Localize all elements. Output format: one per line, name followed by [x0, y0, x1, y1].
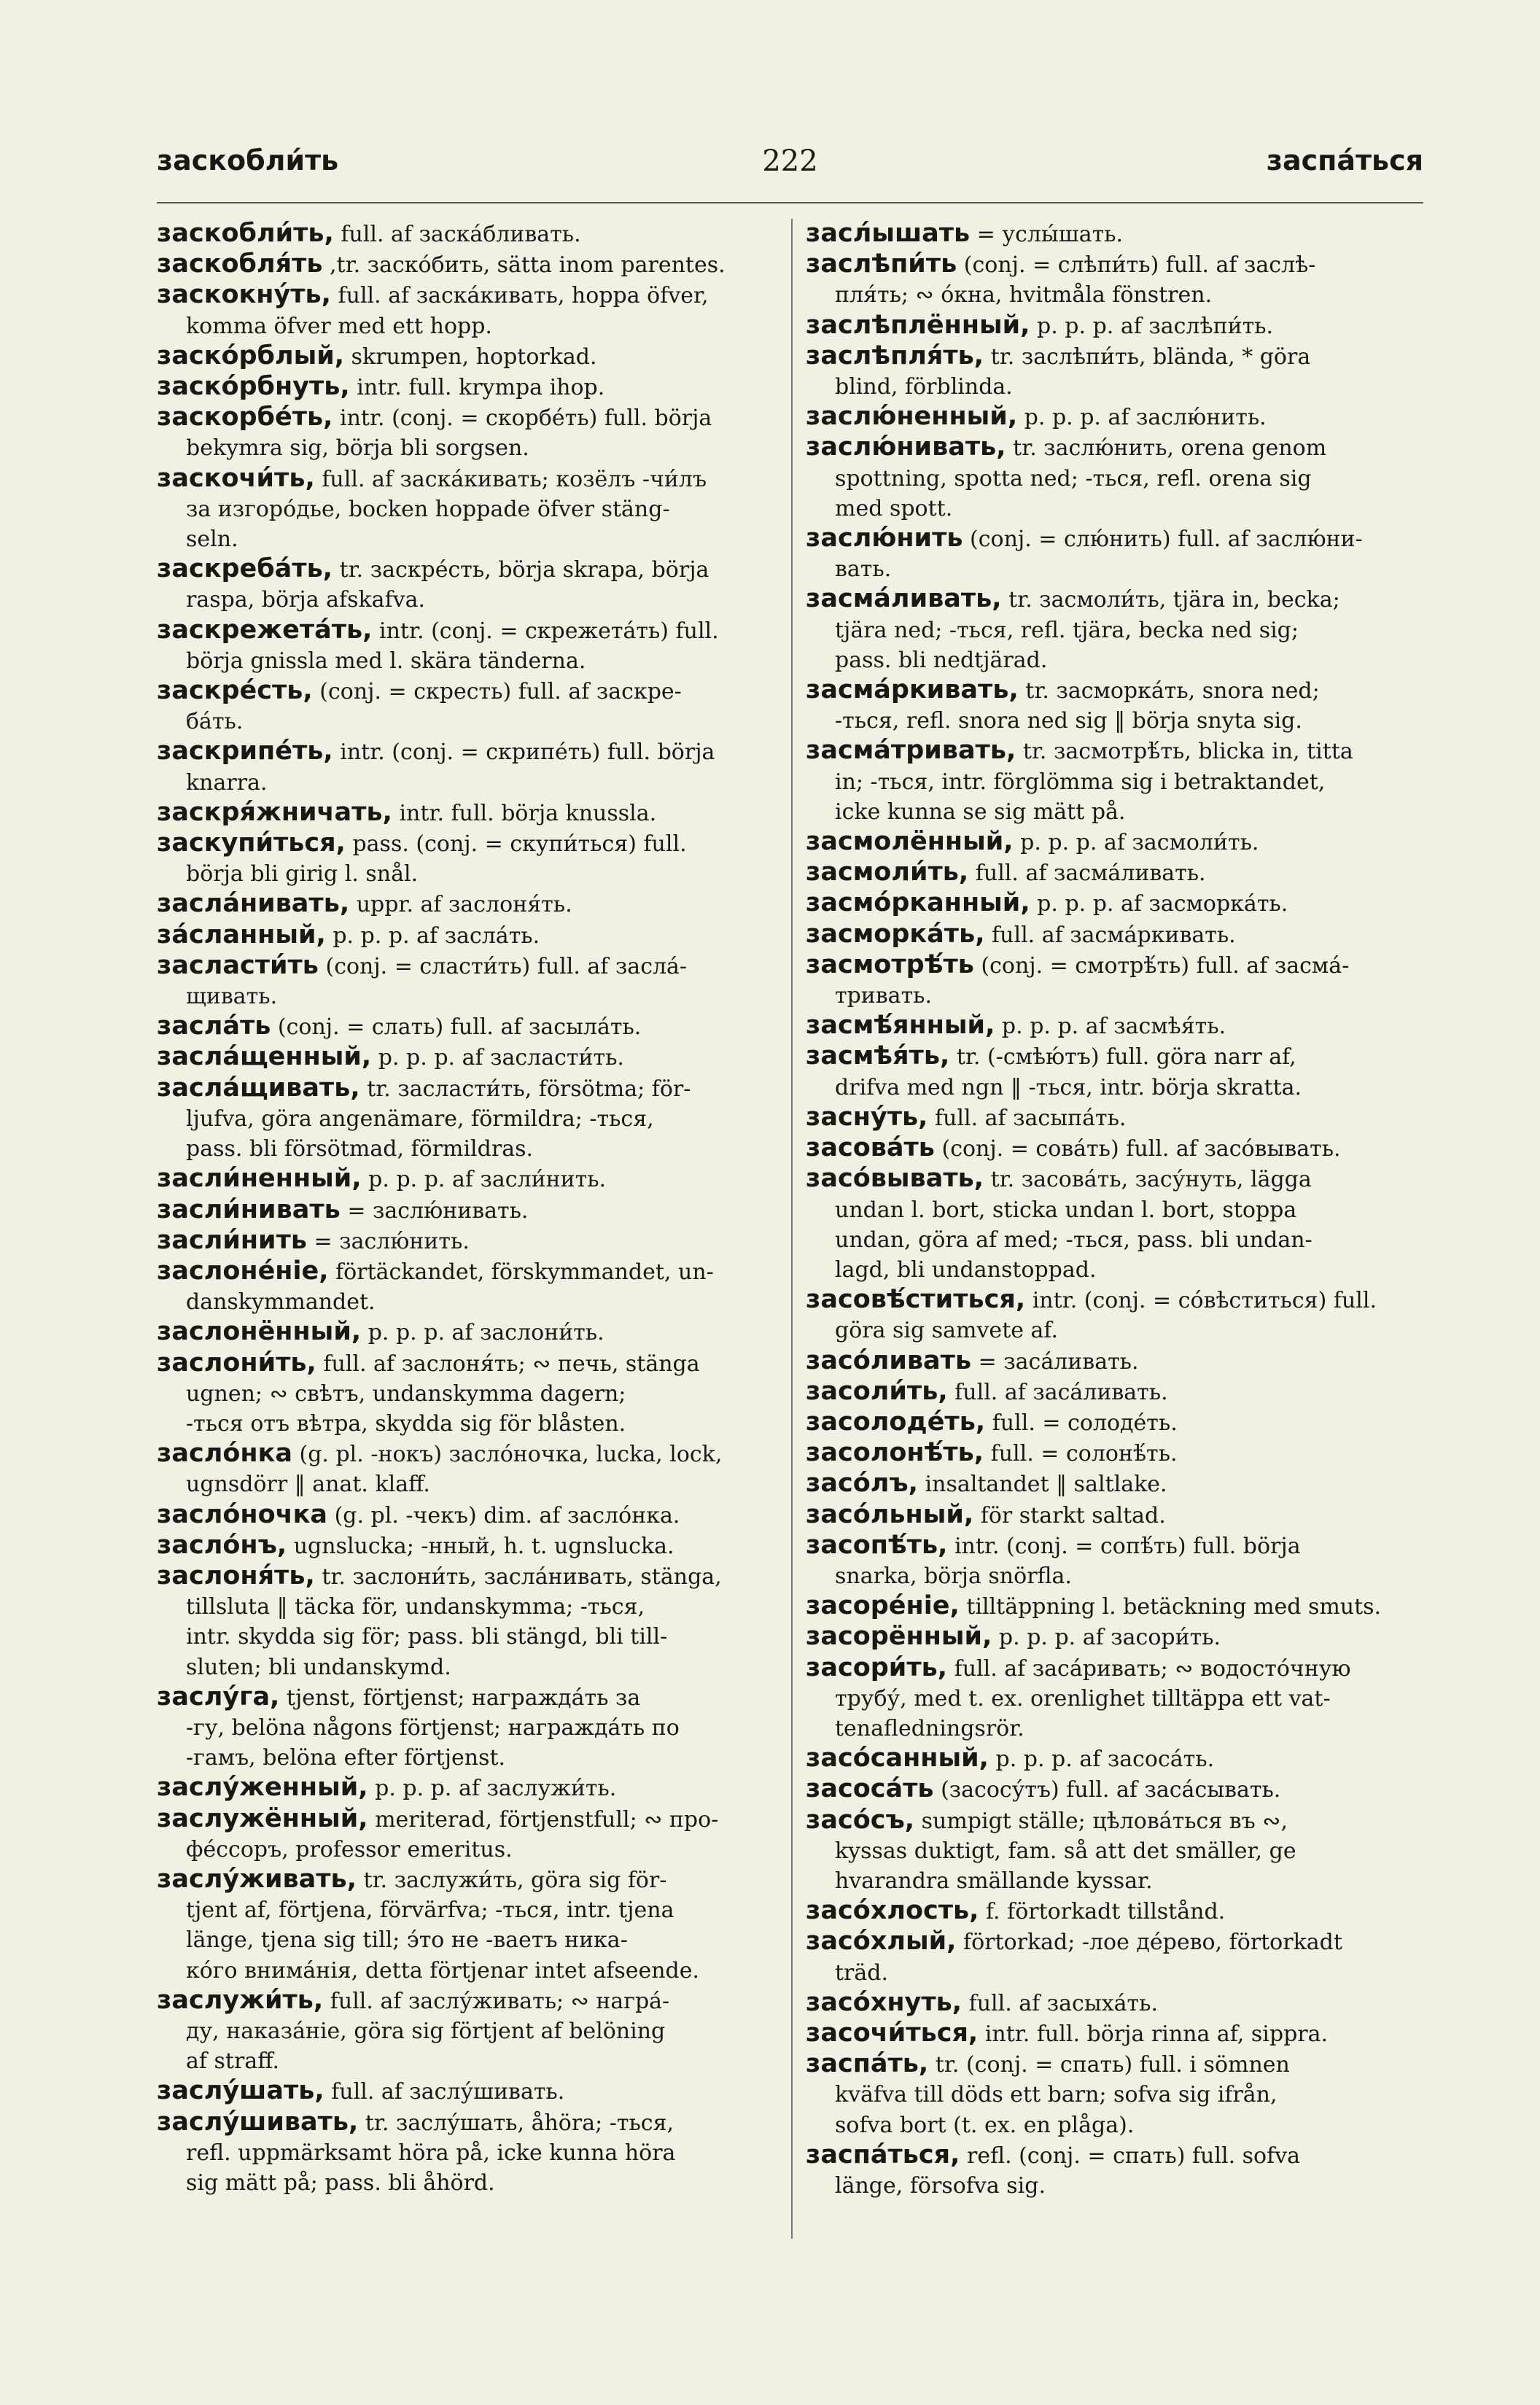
- headword: засова́ть: [806, 1133, 935, 1163]
- headword: засочи́ться,: [806, 2018, 979, 2048]
- definition-line: p. p. p. af заслони́ть.: [368, 1320, 604, 1346]
- headword: засори́ть,: [806, 1652, 948, 1682]
- definition-line: ко́го внима́нія, detta förtjenar intet afseende.: [186, 1957, 700, 1984]
- dictionary-entry: [157, 1042, 771, 1073]
- headword: засо́льный,: [806, 1499, 974, 1529]
- running-head: [157, 144, 1423, 188]
- definition-line: blind, förblinda.: [835, 374, 1013, 400]
- headword: засо́санный,: [806, 1744, 989, 1773]
- headword: засо́съ,: [806, 1805, 915, 1835]
- dictionary-entry: [157, 554, 771, 615]
- dictionary-entry: [157, 464, 771, 555]
- definition-line: tr. заслю́нить, orena genom: [1013, 435, 1327, 462]
- definition-line: bekymra sig, börja bli sorgsen.: [186, 435, 529, 462]
- definition-line: (conj. = сова́ть) full. af засо́вывать.: [941, 1136, 1341, 1162]
- dictionary-entry: [157, 249, 771, 280]
- definition-line: p. p. p. af засморка́ть.: [1037, 891, 1288, 917]
- definition-line: tenafledningsrör.: [835, 1715, 1024, 1741]
- definition-line: -гамъ, belöna efter förtjenst.: [186, 1745, 506, 1771]
- definition-line: ugnsdörr ‖ anat. klaff.: [186, 1472, 430, 1498]
- definition-line: p. p. p. af заслю́нить.: [1024, 405, 1267, 431]
- definition-line: p. p. p. af засласти́ть.: [378, 1045, 624, 1071]
- definition-line: insaltandet ‖ saltlake.: [925, 1472, 1167, 1498]
- definition-line: börja gnissla med l. skära tänderna.: [186, 648, 586, 674]
- definition-line: tr. заслу́шать, åhöra; -ться,: [365, 2110, 674, 2136]
- headword: заскобли́ть,: [157, 219, 334, 248]
- headword: заслонённый,: [157, 1317, 362, 1347]
- definition-line: full. af засыпа́ть.: [934, 1105, 1127, 1131]
- headword: засолоде́ть,: [806, 1407, 986, 1437]
- dictionary-entry: [157, 280, 771, 341]
- definition-line: p. p. p. af засори́ть.: [998, 1625, 1221, 1651]
- definition-line: kväfva till döds ett barn; sofva sig ifrån,: [835, 2082, 1278, 2108]
- dictionary-entry: [157, 920, 771, 951]
- dictionary-entry: [806, 1744, 1440, 1774]
- dictionary-entry: [806, 584, 1440, 675]
- headword: заслужи́ть,: [157, 1985, 324, 2015]
- definition-line: tr. (conj. = спать) full. i sömnen: [935, 2052, 1290, 2078]
- definition-line: = услы́шать.: [976, 222, 1124, 247]
- definition-line: in; -ться, intr. förglömma sig i betraktandet,: [835, 769, 1326, 795]
- headword: заскрипе́ть,: [157, 737, 333, 766]
- definition-line: pass. bli nedtjärad.: [835, 647, 1048, 673]
- definition-line: full. af засыха́ть.: [968, 1990, 1159, 2016]
- definition-line: pass. bli försötmad, förmildras.: [186, 1136, 534, 1162]
- headword: засморка́ть,: [806, 919, 985, 949]
- definition-line: tr. засмоли́ть, tjära in, becka;: [1008, 587, 1340, 613]
- headword: засмѣя́ть,: [806, 1041, 950, 1071]
- definition-line: tillsluta ‖ täcka för, undanskymma; -ться,: [186, 1594, 645, 1620]
- definition-line: full. = солонѣ́ть.: [990, 1441, 1178, 1467]
- definition-line: -ться, refl. snora ned sig ‖ börja snyta sig.: [835, 708, 1302, 734]
- definition-line: komma öfver med ett hopp.: [186, 313, 492, 339]
- definition-line: undan l. bort, sticka undan l. bort, stoppa: [835, 1197, 1297, 1223]
- definition-line: (g. pl. -нокъ) засло́ночка, lucka, lock,: [299, 1442, 723, 1468]
- definition-line: tr. (-смѣю́тъ) full. göra narr af,: [956, 1044, 1296, 1071]
- dictionary-entry: [806, 1285, 1440, 1345]
- headword: заслоне́ніе,: [157, 1256, 329, 1286]
- dictionary-entry: [157, 372, 771, 403]
- definition-line: tjenst, förtjenst; награжда́ть за: [286, 1685, 641, 1711]
- headword: засо́хнуть,: [806, 1987, 962, 2017]
- dictionary-entry: [157, 1531, 771, 1561]
- dictionary-entry: [157, 2107, 771, 2199]
- headword: засло́нъ,: [157, 1530, 287, 1560]
- definition-line: snarka, börja snörfla.: [835, 1563, 1072, 1589]
- definition-line: drifva med ngn ‖ -ться, intr. börja skratta.: [835, 1074, 1302, 1100]
- dictionary-entry: [157, 1682, 771, 1773]
- definition-line: refl. uppmärksamt höra på, icke kunna höra: [186, 2140, 676, 2166]
- headword: за́сланный,: [157, 920, 326, 949]
- definition-line: seln.: [186, 527, 238, 553]
- definition-line: щивать.: [186, 984, 278, 1010]
- dictionary-entry: [157, 1561, 771, 1682]
- headword: заслу́живать,: [157, 1864, 357, 1894]
- headword: засну́ть,: [806, 1102, 928, 1132]
- dictionary-entry: [806, 1377, 1440, 1407]
- definition-line: (conj. = слѣпи́ть) full. af заслѣ-: [963, 252, 1316, 279]
- headword: заскупи́ться,: [157, 828, 346, 858]
- dictionary-entry: [157, 1804, 771, 1865]
- column-divider: [791, 219, 793, 2239]
- dictionary-entry: [806, 1469, 1440, 1499]
- dictionary-entry: [806, 311, 1440, 341]
- definition-line: (conj. = скресть) full. af заскре-: [319, 679, 682, 705]
- definition-line: full. af заса́ривать; ∾ водосто́чную: [954, 1655, 1351, 1682]
- headword: засмоли́ть,: [806, 858, 969, 887]
- headword: засмотрѣ́ть: [806, 949, 974, 979]
- dictionary-entry: [157, 737, 771, 797]
- definition-line: full. af засма́ливать.: [975, 860, 1206, 887]
- definition-line: kyssas duktigt, fam. så att det smäller, ge: [835, 1838, 1296, 1864]
- definition-line: фе́ссоръ, professor emeritus.: [186, 1836, 513, 1862]
- definition-line: förtorkad; -лое де́рево, förtorkadt: [962, 1930, 1342, 1956]
- headword: засмѣ́янный,: [806, 1011, 995, 1041]
- definition-line: intr. full. krympa ihop.: [357, 375, 605, 401]
- dictionary-entry: [157, 1073, 771, 1165]
- headword: заслони́ть,: [157, 1348, 316, 1378]
- definition-line: tjära ned; -ться, refl. tjära, becka ned sig;: [835, 617, 1299, 643]
- definition-line: (conj. = слю́нить) full. af заслю́ни-: [970, 527, 1363, 553]
- dictionary-entry: [157, 1011, 771, 1042]
- dictionary-entry: [806, 524, 1440, 584]
- definition-line: ду, наказа́ніе, göra sig förtjent af belöning: [186, 2018, 666, 2044]
- dictionary-entry: [157, 1865, 771, 1986]
- definition-line: = заслю́нивать.: [347, 1197, 529, 1224]
- header-left-word: заскобли́ть: [157, 144, 339, 176]
- headword: заскокну́ть,: [157, 280, 331, 310]
- right-column: [806, 219, 1440, 2201]
- dictionary-entry: [157, 1195, 771, 1226]
- definition-line: full. af заска́кивать; козёлъ -чи́лъ: [322, 466, 707, 492]
- definition-line: raspa, börja afskafva.: [186, 587, 426, 613]
- definition-line: p. p. p. af засмѣя́ть.: [1001, 1014, 1226, 1040]
- definition-line: sofva bort (t. ex. en plåga).: [835, 2112, 1135, 2138]
- definition-line: undan, göra af med; -ться, pass. bli undan-: [835, 1227, 1312, 1253]
- dictionary-entry: [806, 402, 1440, 432]
- headword: засо́лъ,: [806, 1469, 918, 1499]
- dictionary-entry: [157, 615, 771, 676]
- dictionary-entry: [806, 736, 1440, 827]
- header-rule: [157, 202, 1423, 203]
- definition-line: ugnen; ∾ свѣтъ, undanskymma dagern;: [186, 1380, 626, 1407]
- headword: засорённый,: [806, 1622, 992, 1652]
- headword: засма́тривать,: [806, 736, 1016, 766]
- page-number: 222: [762, 144, 818, 178]
- definition-line: träd.: [835, 1959, 889, 1986]
- headword: заскреба́ть,: [157, 554, 333, 584]
- dictionary-entry: [806, 219, 1440, 249]
- headword: засо́хлость,: [806, 1896, 979, 1926]
- headword: засли́нить: [157, 1225, 307, 1255]
- definition-line: p. p. p. af засла́ть.: [332, 922, 540, 949]
- headword: засл́ышать: [806, 219, 971, 248]
- headword: засо́ливать: [806, 1345, 972, 1375]
- headword: засло́нка: [157, 1439, 292, 1469]
- definition-line: intr. full. börja rinna af, sippra.: [984, 2021, 1329, 2047]
- definition-line: med spott.: [835, 495, 953, 521]
- dictionary-entry: [157, 1439, 771, 1499]
- dictionary-entry: [806, 1011, 1440, 1041]
- dictionary-entry: [806, 1346, 1440, 1377]
- dictionary-entry: [157, 1226, 771, 1256]
- definition-line: (conj. = слать) full. af засыла́ть.: [277, 1014, 642, 1041]
- header-right-word: заспа́ться: [1266, 144, 1423, 176]
- dictionary-entry: [157, 341, 771, 372]
- definition-line: full. af заслу́шивать.: [331, 2079, 565, 2105]
- dictionary-entry: [806, 1806, 1440, 1897]
- dictionary-entry: [806, 1164, 1440, 1285]
- definition-line: uppr. af заслоня́ть.: [356, 892, 572, 918]
- definition-line: tr. заслони́ть, засла́нивать, stänga,: [322, 1563, 722, 1590]
- dictionary-entry: [806, 858, 1440, 888]
- definition-line: spottning, spotta ned; -ться, refl. orena sig: [835, 465, 1312, 492]
- headword: заслѣпля́ть,: [806, 341, 984, 370]
- headword: засли́ненный,: [157, 1164, 362, 1194]
- dictionary-entry: [806, 341, 1440, 402]
- dictionary-entry: [806, 2140, 1440, 2201]
- definition-line: intr. (conj. = со́вѣститься) full.: [1032, 1288, 1377, 1314]
- dictionary-entry: [806, 1407, 1440, 1438]
- definition-line: sluten; bli undanskymd.: [186, 1654, 451, 1680]
- headword: заслужённый,: [157, 1803, 368, 1833]
- definition-line: за изгоро́дье, bocken hoppade öfver stäng-: [186, 496, 670, 522]
- definition-line: hvarandra smällande kyssar.: [835, 1868, 1153, 1894]
- definition-line: länge, tjena sig till; э́то не -ваетъ ника-: [186, 1927, 628, 1954]
- headword: заслу́женный,: [157, 1773, 368, 1803]
- dictionary-entry: [806, 920, 1440, 950]
- left-column: [157, 219, 771, 2198]
- dictionary-entry: [157, 2076, 771, 2107]
- headword: заслу́шать,: [157, 2076, 324, 2106]
- headword: заспа́ться,: [806, 2140, 960, 2169]
- headword: засма́ливать,: [806, 584, 1002, 614]
- definition-line: -ться отъ вѣтра, skydda sig för blåsten.: [186, 1410, 626, 1437]
- dictionary-entry: [806, 249, 1440, 310]
- dictionary-entry: [806, 1133, 1440, 1164]
- definition-line: icke kunna se sig mätt på.: [835, 799, 1126, 825]
- definition-line: full. af засма́ркивать.: [992, 922, 1236, 948]
- dictionary-entry: [806, 432, 1440, 524]
- definition-line: af straff.: [186, 2048, 279, 2075]
- definition-line: tr. заслѣпи́ть, blända, * göra: [990, 343, 1311, 370]
- definition-line: full. af заска́кивать, hoppa öfver,: [338, 283, 709, 309]
- headword: заскря́жничать,: [157, 797, 392, 827]
- headword: заспа́ть,: [806, 2049, 929, 2079]
- dictionary-entry: [806, 1438, 1440, 1469]
- headword: заслю́нивать,: [806, 432, 1006, 462]
- definition-line: intr. skydda sig för; pass. bli stängd, bli till-: [186, 1624, 668, 1650]
- definition-line: intr. (conj. = скрежета́ть) full.: [378, 618, 719, 644]
- definition-line: p. p. p. af засли́нить.: [368, 1167, 607, 1193]
- definition-line: intr. (conj. = скрипе́ть) full. börja: [340, 739, 715, 766]
- definition-line: tr. заскре́сть, börja skrapa, börja: [339, 557, 709, 583]
- definition-line: länge, försofva sig.: [835, 2173, 1046, 2199]
- definition-line: (conj. = смотрѣ́ть) full. af засма́-: [981, 952, 1350, 979]
- dictionary-entry: [157, 1164, 771, 1194]
- headword: засо́хлый,: [806, 1927, 957, 1957]
- headword: засолонѣ́ть,: [806, 1438, 984, 1468]
- definition-line: intr. full. börja knussla.: [399, 800, 657, 826]
- dictionary-entry: [157, 219, 771, 249]
- headword: засла́щивать,: [157, 1073, 360, 1103]
- definition-line: full. = солоде́ть.: [992, 1410, 1178, 1436]
- definition-line: lagd, bli undanstoppad.: [835, 1256, 1097, 1283]
- definition-line: intr. (conj. = сопѣ́ть) full. börja: [954, 1533, 1301, 1559]
- headword: засоре́ніе,: [806, 1591, 960, 1621]
- headword: засопѣ́ть,: [806, 1530, 948, 1560]
- dictionary-entry: [157, 676, 771, 737]
- dictionary-entry: [806, 675, 1440, 736]
- headword: засла́нивать,: [157, 889, 350, 919]
- dictionary-entry: [157, 798, 771, 828]
- definition-line: skrumpen, hoptorkad.: [351, 343, 597, 370]
- headword: засмолённый,: [806, 827, 1014, 857]
- dictionary-entry: [157, 1348, 771, 1439]
- headword: заскорбе́ть,: [157, 403, 333, 432]
- definition-line: ugnslucka; -нный, h. t. ugnslucka.: [293, 1533, 674, 1559]
- definition-line: sumpigt ställe; цѣлова́ться въ ∾,: [921, 1808, 1288, 1834]
- headword: засовѣ́ститься,: [806, 1285, 1026, 1315]
- headword: заслу́шивать,: [157, 2107, 359, 2137]
- definition-line: full. af заслу́живать; ∾ награ́-: [330, 1988, 670, 2014]
- definition-line: f. förtorkadt tillstånd.: [986, 1899, 1226, 1925]
- definition-line: = заслю́нить.: [314, 1228, 470, 1254]
- headword: засласти́ть: [157, 950, 319, 980]
- definition-line: refl. (conj. = спать) full. sofva: [966, 2142, 1301, 2169]
- headword: заскре́сть,: [157, 676, 313, 706]
- dictionary-entry: [806, 1041, 1440, 1102]
- headword: заскобля́ть: [157, 249, 323, 279]
- dictionary-entry: [806, 2049, 1440, 2140]
- definition-line: full. af заслоня́ть; ∾ печь, stänga: [323, 1351, 700, 1377]
- definition-line: göra sig samvete af.: [835, 1318, 1058, 1344]
- headword: заслѣплённый,: [806, 310, 1030, 340]
- definition-line: tilltäppning l. betäckning med smuts.: [966, 1594, 1382, 1620]
- definition-line: (g. pl. -чекъ) dim. af засло́нка.: [334, 1502, 680, 1528]
- dictionary-entry: [806, 1988, 1440, 2019]
- definition-line: förtäckandet, förskymmandet, un-: [335, 1259, 714, 1285]
- dictionary-entry: [157, 1773, 771, 1803]
- definition-line: tr. засморка́ть, snora ned;: [1025, 678, 1320, 704]
- dictionary-entry: [806, 950, 1440, 1011]
- headword: заско́рбнуть,: [157, 372, 350, 402]
- headword: заскочи́ть,: [157, 463, 315, 493]
- definition-line: = заса́ливать.: [978, 1348, 1139, 1375]
- definition-line: börja bli girig l. snål.: [186, 861, 419, 887]
- dictionary-entry: [157, 1317, 771, 1348]
- definition-line: (засосу́тъ) full. af заса́сывать.: [941, 1777, 1281, 1803]
- headword: засла́ть: [157, 1011, 271, 1041]
- definition-line: p. p. p. af заслужи́ть.: [375, 1776, 617, 1802]
- dictionary-entry: [157, 403, 771, 463]
- dictionary-entry: [157, 951, 771, 1011]
- definition-line: пля́ть; ∾ о́кна, hvitmåla fönstren.: [835, 282, 1213, 308]
- dictionary-entry: [806, 1896, 1440, 1927]
- definition-line: ба́ть.: [186, 709, 244, 735]
- definition-line: p. p. p. af засоса́ть.: [995, 1747, 1215, 1773]
- definition-line: intr. (conj. = скорбе́ть) full. börja: [340, 405, 712, 432]
- dictionary-entry: [157, 1256, 771, 1317]
- definition-line: ljufva, göra angenämare, förmildra; -ться,: [186, 1106, 654, 1132]
- headword: заслѣпи́ть: [806, 249, 957, 279]
- dictionary-entry: [806, 827, 1440, 858]
- definition-line: (conj. = сласти́ть) full. af засла́-: [325, 953, 688, 979]
- dictionary-entry: [806, 1927, 1440, 1987]
- definition-line: tjent af, förtjena, förvärfva; -ться, intr. tjena: [186, 1897, 674, 1924]
- dictionary-entry: [806, 1622, 1440, 1652]
- definition-line: tr. засова́ть, засу́нуть, lägga: [990, 1167, 1312, 1193]
- dictionary-entry: [806, 2019, 1440, 2049]
- headword: заско́рблый,: [157, 341, 345, 370]
- dictionary-entry: [806, 1653, 1440, 1744]
- definition-line: danskymmandet.: [186, 1289, 376, 1316]
- definition-line: вать.: [835, 556, 892, 583]
- headword: засла́щенный,: [157, 1042, 372, 1072]
- headword: засли́нивать: [157, 1194, 341, 1224]
- headword: засоли́ть,: [806, 1376, 948, 1406]
- dictionary-entry: [806, 1531, 1440, 1591]
- dictionary-entry: [806, 1591, 1440, 1622]
- dictionary-entry: [157, 1986, 771, 2077]
- headword: заскрежета́ть,: [157, 615, 373, 645]
- definition-line: трубу́, med t. ex. orenlighet tilltäppa ett vat-: [835, 1685, 1331, 1712]
- definition-line: full. af заса́ливать.: [954, 1379, 1168, 1405]
- headword: засло́ночка: [157, 1499, 328, 1529]
- headword: заслю́нить: [806, 524, 963, 553]
- dictionary-entry: [157, 889, 771, 920]
- dictionary-entry: [806, 1774, 1440, 1805]
- definition-line: ,tr. заско́бить, sätta inom parentes.: [330, 252, 726, 279]
- headword: засоса́ть: [806, 1774, 934, 1804]
- definition-line: full. af заска́бливать.: [341, 222, 581, 247]
- definition-line: tr. засласти́ть, försötma; för-: [367, 1076, 691, 1102]
- headword: засма́ркивать,: [806, 675, 1019, 705]
- definition-line: tr. засмотрѣ́ть, blicka in, titta: [1022, 739, 1353, 765]
- definition-line: för starkt saltad.: [980, 1502, 1166, 1528]
- definition-line: p. p. p. af засмоли́ть.: [1020, 830, 1259, 856]
- definition-line: meriterad, förtjenstfull; ∾ про-: [375, 1806, 719, 1833]
- dictionary-entry: [806, 1103, 1440, 1133]
- dictionary-entry: [157, 828, 771, 889]
- headword: засо́вывать,: [806, 1164, 984, 1194]
- definition-line: p. p. p. af заслѣпи́ть.: [1037, 313, 1274, 339]
- definition-line: knarra.: [186, 769, 268, 796]
- definition-line: tr. заслужи́ть, göra sig för-: [363, 1867, 667, 1893]
- dictionary-entry: [806, 888, 1440, 919]
- dictionary-entry: [157, 1500, 771, 1531]
- definition-line: pass. (conj. = скупи́ться) full.: [352, 831, 687, 858]
- definition-line: -гу, belöna någons förtjenst; награжда́ть по: [186, 1714, 680, 1741]
- headword: засмо́рканный,: [806, 888, 1030, 918]
- headword: заслоня́ть,: [157, 1561, 315, 1590]
- headword: заслу́га,: [157, 1682, 280, 1712]
- definition-line: sig mätt på; pass. bli åhörd.: [186, 2170, 495, 2196]
- headword: заслю́ненный,: [806, 402, 1018, 432]
- dictionary-entry: [806, 1500, 1440, 1531]
- definition-line: тривать.: [835, 983, 933, 1009]
